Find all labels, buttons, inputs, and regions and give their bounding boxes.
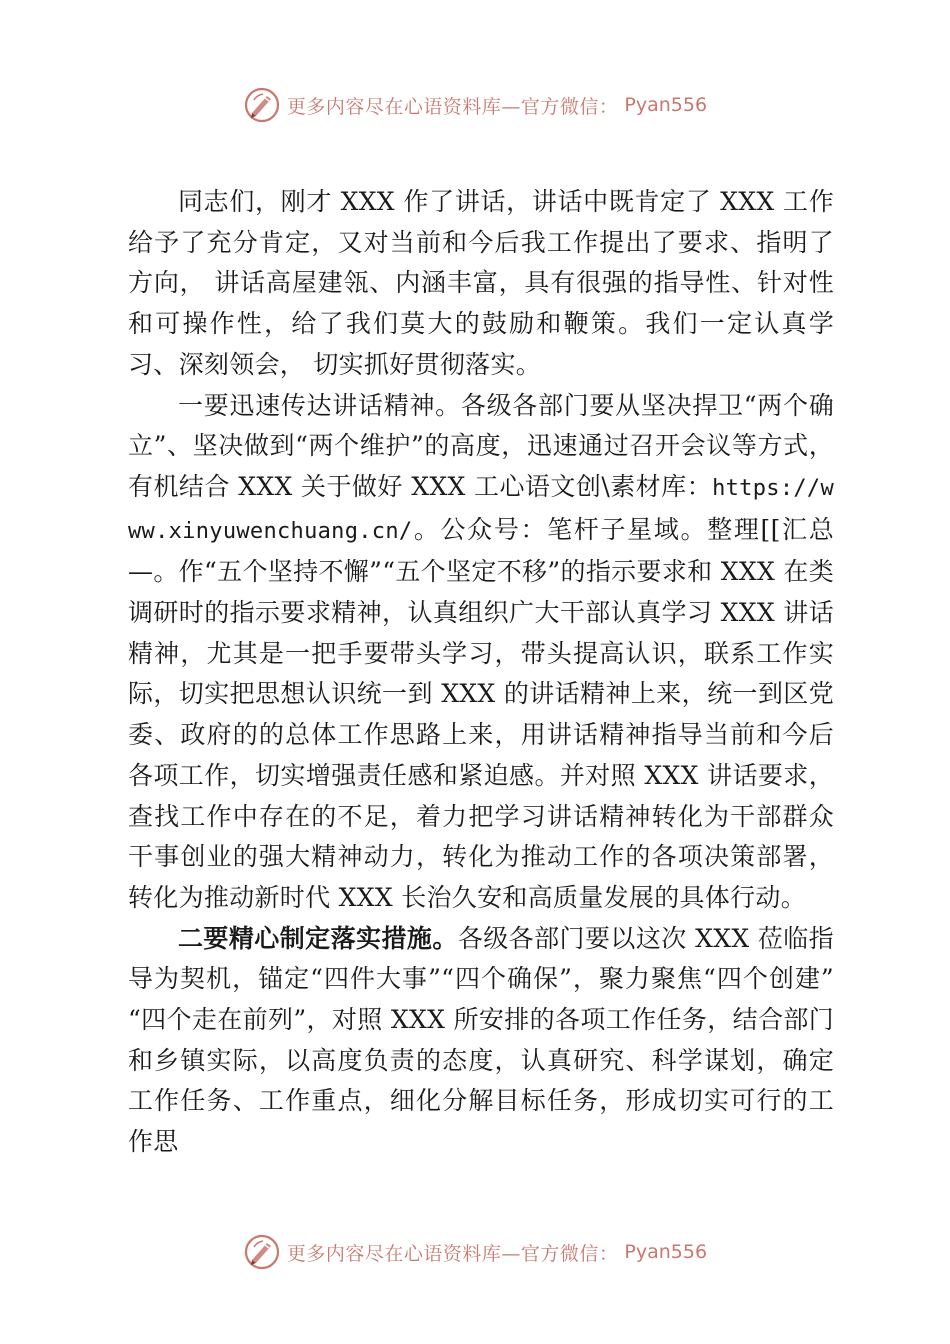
paragraph-point-one-text-b: 。公众号：笔杆子星域。整理[[汇总—。作“五个坚持不懈”“五个坚定不移”的指示要求和 XXX 在类调研时的指示要求精神，认真组织广大干部认真学习 XXX 讲话精神，尤其是一把手要带头学习，带头提高认识，联系工作实际，切实把思想认识统一到 XXX 的讲话精神上来，统一到区党委、政府的的总体工作思路上来，用讲话精神指导当前和今后各项工作，切实增强责任感和紧迫感。并对照 XXX 讲话要求，查找工作中存在的不足，着力把学习讲话精神转化为干部群众干事创业的强大精神动力，转化为推动工作的各项决策部署，转化为推动新时代 XXX 长治久安和高质量发展的具体行动。: [128, 514, 834, 912]
footer-banner-wechat-id: Pyan556: [624, 1241, 708, 1263]
header-banner: [0, 83, 950, 127]
paragraph-intro: 同志们，刚才 XXX 作了讲话，讲话中既肯定了 XXX 工作给予了充分肯定，又对当前和今后我工作提出了要求、指明了方向， 讲话高屋建瓴、内涵丰富，具有很强的指导性、针对性和可操作性，给了我们莫大的鼓励和鞭策。我们一定认真学习、深刻领会， 切实抓好贯彻落实。: [128, 187, 834, 379]
header-banner-text: 更多内容尽在心语资料库—官方微信：: [286, 95, 619, 118]
paragraph-point-two-heading: 二要精心制定落实措施。: [178, 923, 458, 953]
paragraph-point-one-text-a: 一要迅速传达讲话精神。各级各部门要从坚决捍卫“两个确立”、坚决做到“两个维护”的高度，迅速通过召开会议等方式， 有机结合 XXX 关于做好 XXX 工心语文创\素材库：: [128, 390, 834, 501]
paragraph-point-one: [128, 386, 834, 919]
paragraph-point-two-text: 各级各部门要以这次 XXX 莅临指导为契机，锚定“四件大事”“四个确保”，聚力聚焦“四个创建” “四个走在前列”，对照 XXX 所安排的各项工作任务，结合部门和乡镇实际，以高度负责的态度，认真研究、科学谋划，确定工作任务、工作重点，细化分解目标任务，形成切实可行的工作思: [128, 923, 834, 1157]
footer-banner: [0, 1230, 950, 1274]
footer-banner-text: 更多内容尽在心语资料库—官方微信：: [286, 1242, 619, 1265]
header-banner-wechat-id: Pyan556: [624, 94, 708, 116]
document-body: [128, 182, 834, 1163]
website-url: https://www.xinyuwenchuang.cn/: [128, 475, 834, 544]
pen-logo-icon: [243, 1233, 281, 1271]
pen-logo-icon: [243, 86, 281, 124]
paragraph-point-two: [128, 919, 834, 1163]
